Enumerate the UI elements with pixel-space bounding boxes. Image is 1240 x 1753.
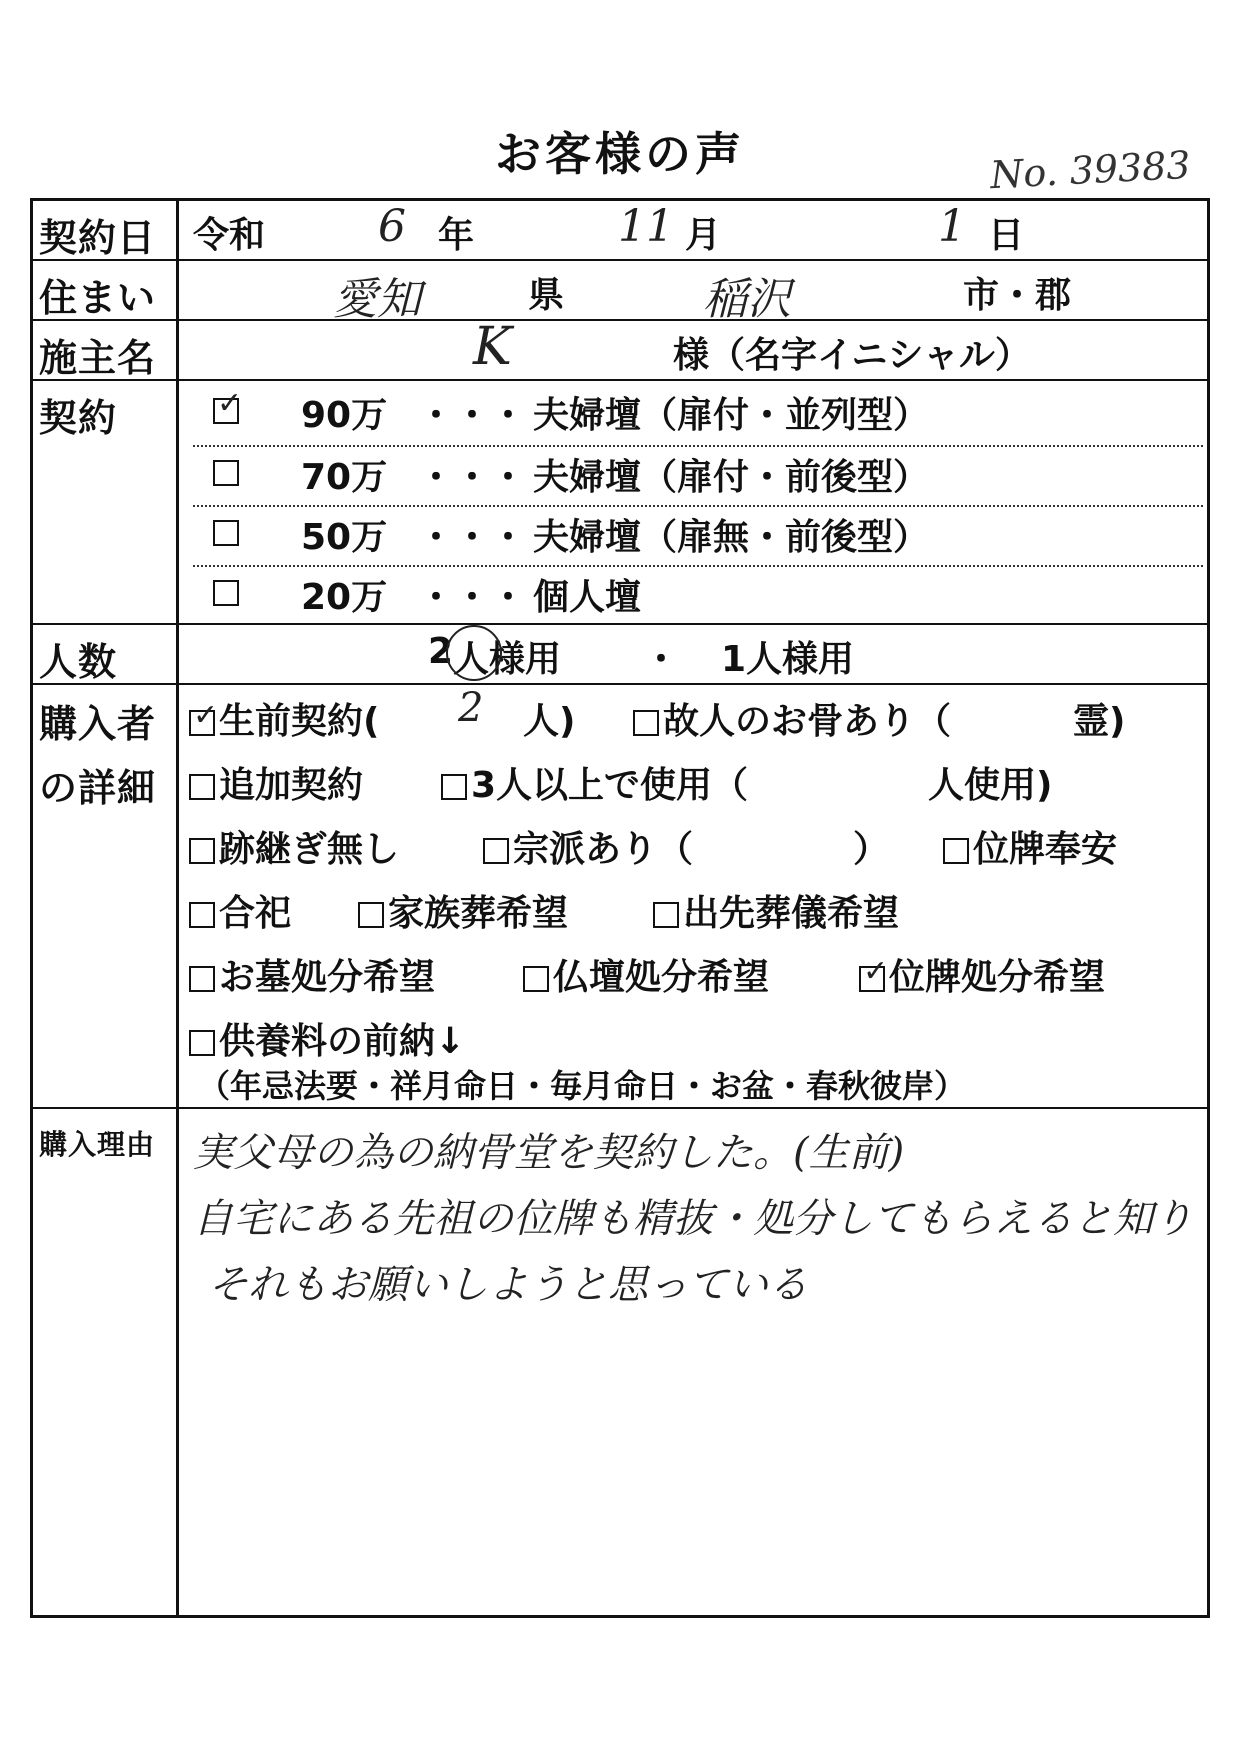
detail-shuha[interactable]: [483, 821, 693, 872]
row-divider: [33, 683, 1207, 685]
seizen-count: 2: [458, 685, 484, 731]
option-description: 夫婦壇（扉付・並列型）: [533, 395, 930, 436]
checkbox[interactable]: [441, 774, 467, 800]
option-divider: [193, 565, 1203, 567]
checkbox[interactable]: [189, 966, 215, 992]
address-label: 住まい: [39, 276, 157, 320]
reason-line: 自宅にある先祖の位牌も精抜・処分してもらえると知り: [193, 1196, 1193, 1242]
detail-text: 位牌処分希望: [889, 957, 1106, 998]
row-divider: [33, 259, 1207, 261]
detail-tsuika[interactable]: [189, 757, 363, 808]
sannin-suffix: 人使用): [928, 765, 1053, 806]
option-divider: [193, 505, 1203, 507]
detail-kuyoryo[interactable]: [189, 1013, 465, 1064]
row-divider: [33, 319, 1207, 321]
seizen-suffix: 人): [523, 701, 576, 742]
checkbox[interactable]: [189, 902, 215, 928]
people-label: 人数: [39, 640, 118, 684]
checkbox[interactable]: [523, 966, 549, 992]
year-unit: 年: [438, 215, 475, 256]
detail-kazoku[interactable]: [358, 885, 568, 936]
reason-line: 実父母の為の納骨堂を契約した。(生前): [193, 1130, 905, 1176]
people-separator: ・: [643, 639, 680, 680]
contract-date-label: 契約日: [39, 216, 157, 260]
checkbox[interactable]: [189, 710, 215, 736]
checkbox[interactable]: [213, 580, 239, 606]
page-title: お客様の声: [495, 127, 745, 181]
checkbox[interactable]: [189, 774, 215, 800]
city: 稲沢: [703, 274, 791, 325]
row-divider: [33, 623, 1207, 625]
checkbox[interactable]: [189, 838, 215, 864]
option-dots: ・・・: [418, 577, 527, 618]
contract-month: 11: [618, 201, 674, 252]
detail-text: 宗派あり（: [513, 829, 694, 870]
detail-seizen[interactable]: [189, 693, 379, 744]
checkbox[interactable]: [859, 966, 885, 992]
option-description: 個人壇: [533, 577, 642, 618]
detail-ihai-shobun[interactable]: [859, 949, 1105, 1000]
details-label-line2: の詳細: [39, 766, 157, 810]
client-initial: K: [473, 317, 512, 377]
option-description: 夫婦壇（扉無・前後型）: [533, 517, 930, 558]
option-price: 50万: [301, 517, 388, 558]
contract-label: 契約: [39, 396, 118, 440]
checkbox[interactable]: [213, 460, 239, 486]
detail-sannin[interactable]: [441, 757, 748, 808]
detail-text: 追加契約: [219, 765, 364, 806]
option-dots: ・・・: [418, 517, 527, 558]
kojin-suffix: 霊): [1073, 701, 1126, 742]
checkbox[interactable]: [358, 902, 384, 928]
serial-number: No. 39383: [988, 142, 1192, 198]
detail-text: 合祀: [219, 893, 292, 934]
detail-desaki[interactable]: [653, 885, 899, 936]
client-suffix: 様（名字イニシャル）: [673, 335, 1031, 376]
detail-text: お墓処分希望: [219, 957, 436, 998]
detail-goshi[interactable]: [189, 885, 291, 936]
client-name-label: 施主名: [39, 336, 157, 380]
option-dots: ・・・: [418, 395, 527, 436]
detail-atotsugi[interactable]: [189, 821, 399, 872]
detail-text: 跡継ぎ無し: [219, 829, 400, 870]
option-price: 90万: [301, 395, 388, 436]
contract-year: 6: [378, 201, 406, 252]
shuha-suffix: ）: [853, 829, 890, 870]
detail-text: 供養料の前納↓: [219, 1021, 466, 1062]
detail-text: 仏壇処分希望: [553, 957, 770, 998]
reason-line: それもお願いしようと思っている: [208, 1262, 808, 1308]
detail-butsudan[interactable]: [523, 949, 769, 1000]
detail-ihai-hoan[interactable]: [943, 821, 1117, 872]
people-option-one[interactable]: 1人様用: [721, 639, 855, 680]
contract-day: 1: [938, 201, 966, 252]
label-column-divider: [176, 201, 179, 1615]
row-divider: [33, 379, 1207, 381]
checkbox[interactable]: [483, 838, 509, 864]
city-unit: 市・郡: [963, 275, 1072, 316]
checkbox[interactable]: [653, 902, 679, 928]
detail-text: 生前契約(: [219, 701, 380, 742]
details-label-line1: 購入者: [39, 702, 157, 746]
detail-text: 3人以上で使用（: [471, 765, 749, 806]
option-dots: ・・・: [418, 457, 527, 498]
checkbox[interactable]: [189, 1030, 215, 1056]
month-unit: 月: [685, 215, 722, 256]
detail-text: 故人のお骨あり（: [663, 701, 952, 742]
memorial-note: （年忌法要・祥月命日・毎月命日・お盆・春秋彼岸）: [198, 1067, 967, 1105]
detail-text: 位牌奉安: [973, 829, 1118, 870]
day-unit: 日: [988, 215, 1025, 256]
selection-circle: [446, 625, 502, 681]
prefecture: 愛知: [333, 274, 421, 325]
checkbox[interactable]: [213, 398, 239, 424]
detail-kojin[interactable]: [633, 693, 951, 744]
option-description: 夫婦壇（扉付・前後型）: [533, 457, 930, 498]
checkbox[interactable]: [943, 838, 969, 864]
reason-label: 購入理由: [39, 1128, 156, 1161]
era: 令和: [193, 215, 266, 256]
option-price: 70万: [301, 457, 388, 498]
checkbox[interactable]: [213, 520, 239, 546]
prefecture-unit: 県: [528, 275, 565, 316]
option-divider: [193, 445, 1203, 447]
detail-text: 出先葬儀希望: [683, 893, 900, 934]
people-option-two-text[interactable]: 人様用: [453, 639, 562, 680]
detail-ohaka[interactable]: [189, 949, 435, 1000]
customer-voice-form: [30, 198, 1210, 1618]
row-divider: [33, 1107, 1207, 1109]
detail-text: 家族葬希望: [388, 893, 569, 934]
people-option-two-number: 2: [428, 631, 454, 672]
checkbox[interactable]: [633, 710, 659, 736]
option-price: 20万: [301, 577, 388, 618]
